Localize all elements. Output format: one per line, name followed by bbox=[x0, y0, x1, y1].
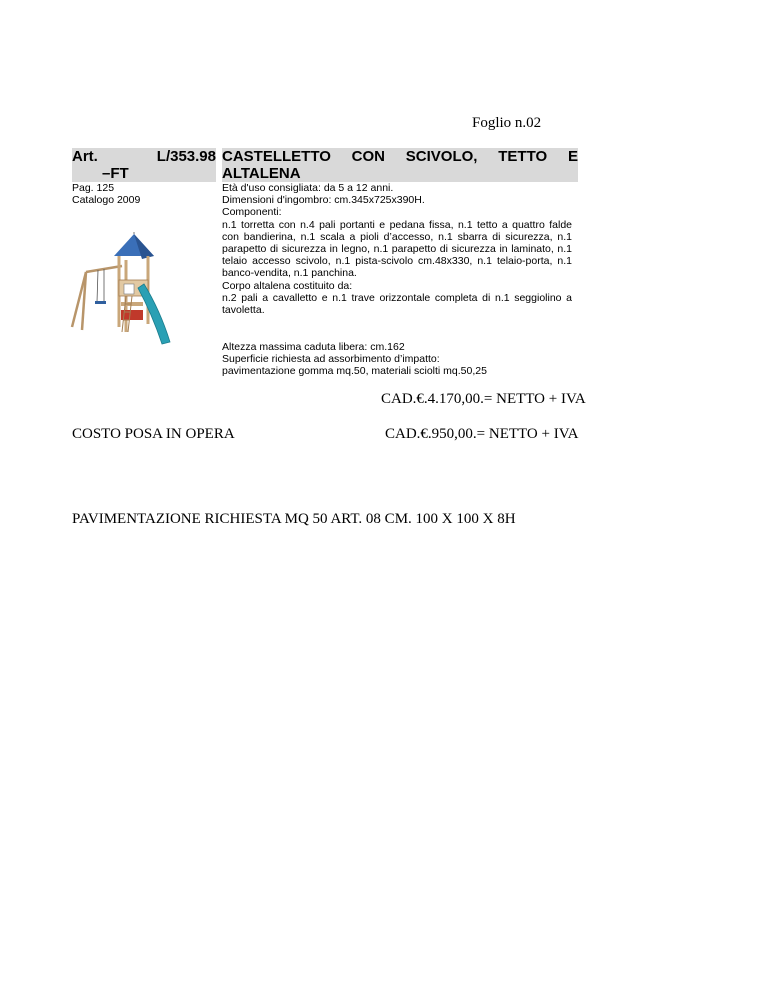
title-word: SCIVOLO, bbox=[405, 148, 478, 165]
sheet-number: Foglio n.02 bbox=[472, 115, 542, 131]
unit-price: CAD.€.4.170,00.= NETTO + IVA bbox=[381, 391, 586, 407]
safety-info bbox=[222, 341, 572, 378]
description-line: n.1 torretta con n.4 pali portanti e pedana fissa, n.1 tetto a quattro falde con bandierina, n.1 scala a pioli d’accesso, n.1 sbarra di sicurezza, n.1 parapetto di sicurezza in legno, n.1 parapetto di sicurezza in laminato, n.1 telaio accesso scivolo, n.1 pista-scivolo cm.48x330, n.1 telaio-porta, n.1 banco-vendita, n.1 panchina. bbox=[222, 218, 572, 280]
safety-line: Superficie richiesta ad assorbimento d’impatto: bbox=[222, 353, 440, 366]
article-code-prefix: Art. bbox=[72, 148, 98, 165]
title-line2: ALTALENA bbox=[222, 165, 301, 182]
installation-cost-price: CAD.€.950,00.= NETTO + IVA bbox=[385, 426, 579, 442]
description-line: n.2 pali a cavalletto e n.1 trave orizzontale completa di n.1 seggiolino a tavoletta. bbox=[222, 291, 572, 317]
article-code bbox=[72, 148, 216, 182]
safety-line: Altezza massima caduta libera: cm.162 bbox=[222, 341, 405, 353]
playground-product-image bbox=[64, 232, 174, 347]
title-word: CASTELLETTO bbox=[222, 148, 331, 165]
article-code-suffix: –FT bbox=[102, 165, 129, 182]
description-line: Corpo altalena costituito da: bbox=[222, 279, 353, 292]
swing-seat bbox=[97, 269, 104, 302]
page-reference: Pag. 125 bbox=[72, 182, 115, 194]
catalog-reference bbox=[72, 182, 140, 206]
title-word: TETTO bbox=[498, 148, 548, 165]
catalog-year: Catalogo 2009 bbox=[72, 194, 141, 206]
flooring-requirement: PAVIMENTAZIONE RICHIESTA MQ 50 ART. 08 CM. 100 X 100 X 8H bbox=[72, 511, 516, 527]
description-line: Età d'uso consigliata: da 5 a 12 anni. bbox=[222, 182, 394, 194]
title-word: E bbox=[567, 148, 578, 165]
installation-cost-label: COSTO POSA IN OPERA bbox=[72, 426, 235, 442]
article-code-number: L/353.98 bbox=[156, 148, 216, 165]
article-title bbox=[222, 148, 578, 182]
product-description bbox=[222, 182, 572, 316]
description-line: Componenti: bbox=[222, 206, 282, 219]
description-line: Dimensioni d'ingombro: cm.345x725x390H. bbox=[222, 194, 425, 207]
safety-line: pavimentazione gomma mq.50, materiali sciolti mq.50,25 bbox=[222, 365, 487, 378]
title-word: CON bbox=[351, 148, 386, 165]
